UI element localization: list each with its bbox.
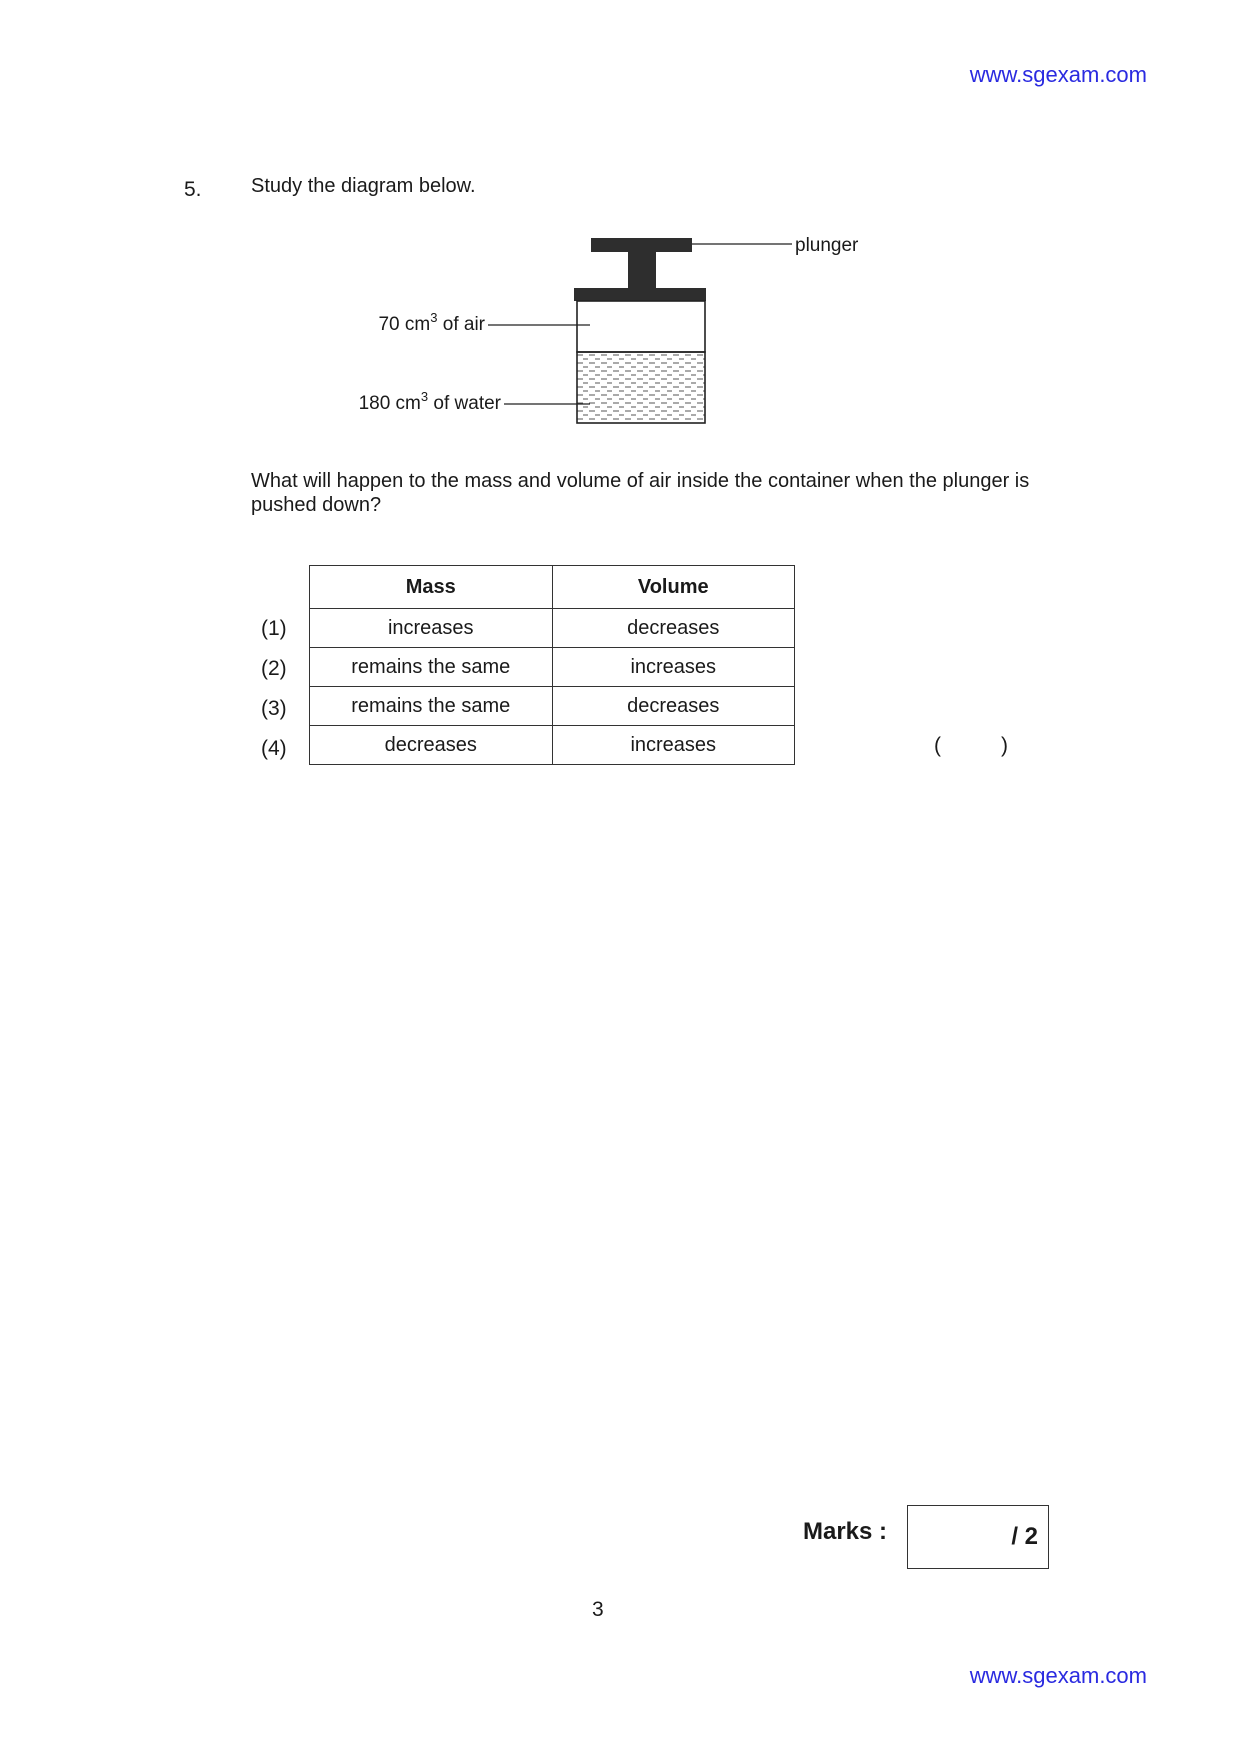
header-website: www.sgexam.com — [969, 62, 1147, 87]
option-2-volume: increases — [552, 648, 795, 687]
marks-box — [907, 1505, 1049, 1569]
plunger-head — [574, 288, 706, 301]
volume-header: Volume — [552, 566, 795, 609]
option-label-3: (3) — [261, 697, 287, 720]
marks-value: / 2 — [1011, 1523, 1038, 1550]
option-2-mass: remains the same — [310, 648, 553, 687]
table-row — [310, 609, 795, 648]
option-1-mass: increases — [310, 609, 553, 648]
marks-label: Marks : — [803, 1518, 888, 1545]
air-section — [577, 301, 705, 352]
question-number: 5. — [184, 178, 202, 201]
table-row — [310, 648, 795, 687]
answer-open-paren: ( — [934, 734, 941, 757]
options-table — [309, 565, 795, 765]
option-4-mass: decreases — [310, 726, 553, 765]
plunger-rod — [628, 248, 656, 290]
option-3-volume: decreases — [552, 687, 795, 726]
option-label-4: (4) — [261, 737, 287, 760]
option-label-2: (2) — [261, 657, 287, 680]
table-row — [310, 687, 795, 726]
option-4-volume: increases — [552, 726, 795, 765]
table-row — [310, 726, 795, 765]
question-text: What will happen to the mass and volume of air inside the container when the plunger is pushed down? — [251, 470, 1030, 516]
water-label: 180 $cm^3$ of water — [358, 389, 501, 414]
question-intro: Study the diagram below. — [251, 175, 476, 197]
plunger-label: plunger — [795, 235, 859, 256]
air-label: 70 $cm^3$ of air — [378, 310, 485, 335]
table-header-row — [310, 566, 795, 609]
option-label-1: (1) — [261, 617, 287, 640]
water-section — [577, 352, 705, 423]
footer-website: www.sgexam.com — [969, 1663, 1147, 1688]
answer-close-paren: ) — [1001, 734, 1008, 757]
page-number: 3 — [592, 1598, 604, 1621]
option-3-mass: remains the same — [310, 687, 553, 726]
mass-header: Mass — [310, 566, 553, 609]
option-1-volume: decreases — [552, 609, 795, 648]
syringe-diagram — [0, 0, 1239, 460]
